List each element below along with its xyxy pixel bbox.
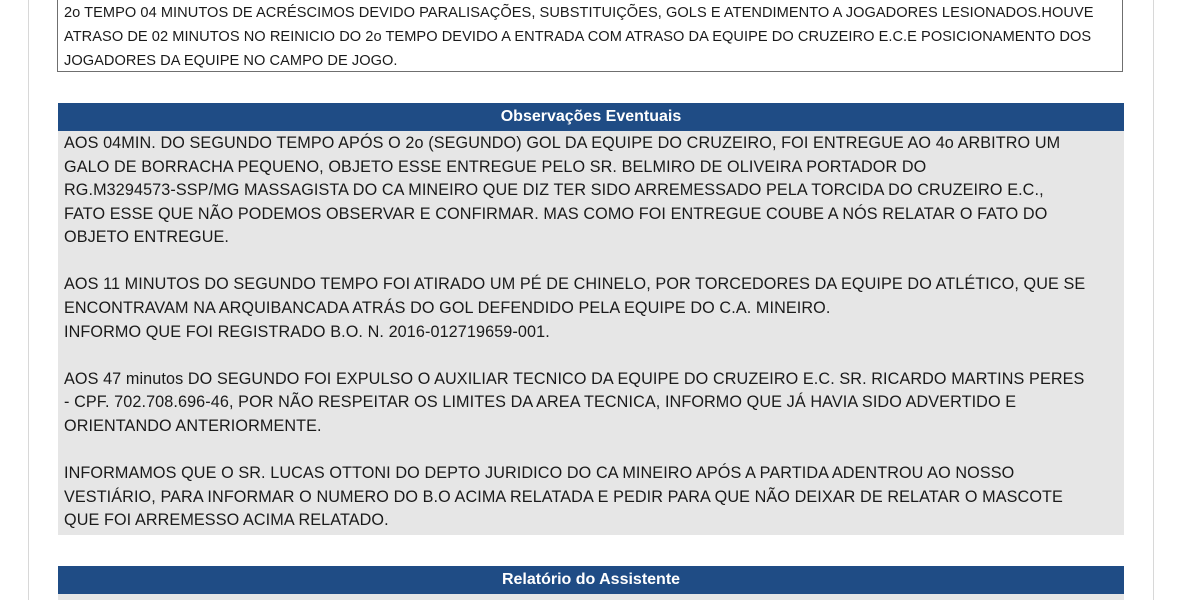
page-border-right	[1153, 0, 1154, 600]
observation-line: QUE FOI ARREMESSO ACIMA RELATADO.	[64, 511, 389, 530]
observation-line: GALO DE BORRACHA PEQUENO, OBJETO ESSE ENTREGUE PELO SR. BELMIRO DE OLIVEIRA PORTADOR DO	[64, 157, 927, 176]
observation-line: AOS 04MIN. DO SEGUNDO TEMPO APÓS O 2o (SEGUNDO) GOL DA EQUIPE DO CRUZEIRO, FOI ENTREGUE AO 4o ARBITRO UM	[64, 134, 1061, 152]
match-notes-line: 2o TEMPO 04 MINUTOS DE ACRÉSCIMOS DEVIDO PARALISAÇÕES, SUBSTITUIÇÕES, GOLS E ATENDIMENTO A JOGADORES LESIONADOS.HOUVE	[64, 5, 1094, 21]
observacoes-eventuais-body	[58, 131, 1124, 535]
relatorio-assistente-header: Relatório do Assistente	[58, 566, 1124, 594]
observation-line: OBJETO ENTREGUE.	[64, 228, 230, 247]
observation-line: AOS 11 MINUTOS DO SEGUNDO TEMPO FOI ATIRADO UM PÉ DE CHINELO, POR TORCEDORES DA EQUIPE DO ATLÉTICO, QUE SE	[64, 275, 1086, 294]
observation-line: RG.M3294573-SSP/MG MASSAGISTA DO CA MINEIRO QUE DIZ TER SIDO ARREMESSADO PELA TORCIDA DO CRUZEIRO E.C.,	[64, 181, 1044, 200]
observation-line: ORIENTANDO ANTERIORMENTE.	[64, 416, 322, 435]
match-notes-box	[57, 0, 1123, 72]
observation-line: - CPF. 702.708.696-46, POR NÃO RESPEITAR OS LIMITES DA AREA TECNICA, INFORMO QUE JÁ HAVIA SIDO ADVERTIDO E	[64, 393, 1017, 412]
observacoes-eventuais-header: Observações Eventuais	[58, 103, 1124, 131]
observation-paragraph	[64, 368, 1118, 439]
match-notes-line: JOGADORES DA EQUIPE NO CAMPO DE JOGO.	[64, 53, 398, 69]
observation-line: AOS 47 minutos DO SEGUNDO FOI EXPULSO O AUXILIAR TECNICO DA EQUIPE DO CRUZEIRO E.C. SR. RICARDO MARTINS PERES	[64, 369, 1085, 388]
relatorio-assistente-body	[58, 594, 1124, 600]
observation-paragraph	[64, 132, 1118, 250]
observation-paragraph	[64, 273, 1118, 344]
observation-line: ENCONTRAVAM NA ARQUIBANCADA ATRÁS DO GOL DEFENDIDO PELA EQUIPE DO C.A. MINEIRO.	[64, 299, 831, 318]
match-notes-line: ATRASO DE 02 MINUTOS NO REINICIO DO 2o TEMPO DEVIDO A ENTRADA COM ATRASO DA EQUIPE DO CRUZEIRO E.C.E POSICIONAMENTO DOS	[64, 29, 1092, 45]
observation-line: VESTIÁRIO, PARA INFORMAR O NUMERO DO B.O ACIMA RELATADA E PEDIR PARA QUE NÃO DEIXAR DE RELATAR O MASCOTE	[64, 487, 1063, 506]
observation-line: INFORMO QUE FOI REGISTRADO B.O. N. 2016-012719659-001.	[64, 322, 550, 341]
observation-line: INFORMAMOS QUE O SR. LUCAS OTTONI DO DEPTO JURIDICO DO CA MINEIRO APÓS A PARTIDA ADENTROU AO NOSSO	[64, 464, 1015, 483]
observation-line: FATO ESSE QUE NÃO PODEMOS OBSERVAR E CONFIRMAR. MAS COMO FOI ENTREGUE COUBE A NÓS RELATAR O FATO DO	[64, 204, 1048, 223]
page-border-left	[28, 0, 29, 600]
observation-paragraph	[64, 462, 1118, 533]
